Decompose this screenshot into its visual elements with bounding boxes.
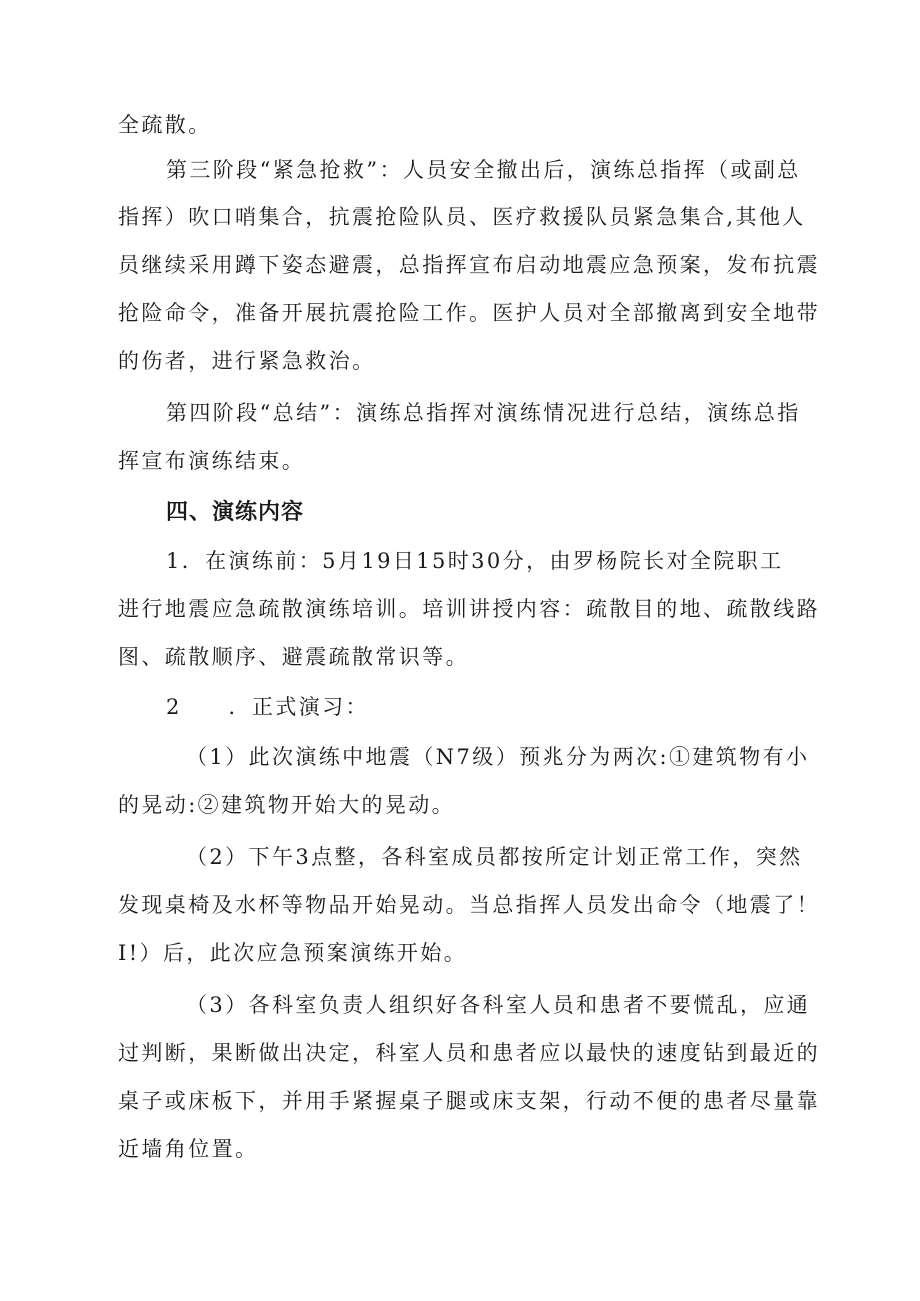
paragraph-line: 挥宣布演练结束。 [118,449,306,473]
paragraph-line: 员继续采用蹲下姿态避震，总指挥宣布启动地震应急预案，发布抗震 [118,253,820,277]
paragraph-line: 进行地震应急疏散演练培训。培训讲授内容：疏散目的地、疏散线路 [118,597,820,621]
paragraph-line: 近墙角位置。 [118,1137,259,1161]
paragraph-line: 全疏散。 [118,113,212,137]
paragraph-line: I!）后，此次应急预案演练开始。 [118,941,468,965]
paragraph-line: 第三阶段“紧急抢救”：人员安全撤出后，演练总指挥（或副总 [166,158,801,182]
paragraph-line: 2 ．正式演习： [166,695,369,719]
paragraph-line: 1．在演练前：5月19日15时30分，由罗杨院长对全院职工 [166,549,784,573]
paragraph-line: 图、疏散顺序、避震疏散常识等。 [118,645,469,669]
paragraph-line: （3）各科室负责人组织好各科室人员和患者不要慌乱，应通 [186,993,811,1017]
paragraph-line: 过判断，果断做出决定，科室人员和患者应以最快的速度钻到最近的 [118,1041,820,1065]
paragraph-line: 发现桌椅及水杯等物品开始晃动。当总指挥人员发出命令（地震了！ [118,893,820,917]
paragraph-line: 抢险命令，准备开展抗震抢险工作。医护人员对全部撤离到安全地带 [118,301,820,325]
paragraph-line: 指挥）吹口哨集合，抗震抢险队员、医疗救援队员紧急集合,其他人 [118,205,806,229]
section-heading: 四、演练内容 [166,500,305,525]
paragraph-line: （2）下午3点整，各科室成员都按所定计划正常工作，突然 [186,845,803,869]
paragraph-line: 第四阶段“总结”：演练总指挥对演练情况进行总结，演练总指 [166,401,801,425]
paragraph-line: （1）此次演练中地震（N7级）预兆分为两次:①建筑物有小 [186,745,810,769]
paragraph-line: 的晃动:②建筑物开始大的晃动。 [118,793,456,817]
paragraph-line: 的伤者，进行紧急救治。 [118,349,376,373]
paragraph-line: 桌子或床板下，并用手紧握桌子腿或床支架，行动不便的患者尽量靠 [118,1089,820,1113]
